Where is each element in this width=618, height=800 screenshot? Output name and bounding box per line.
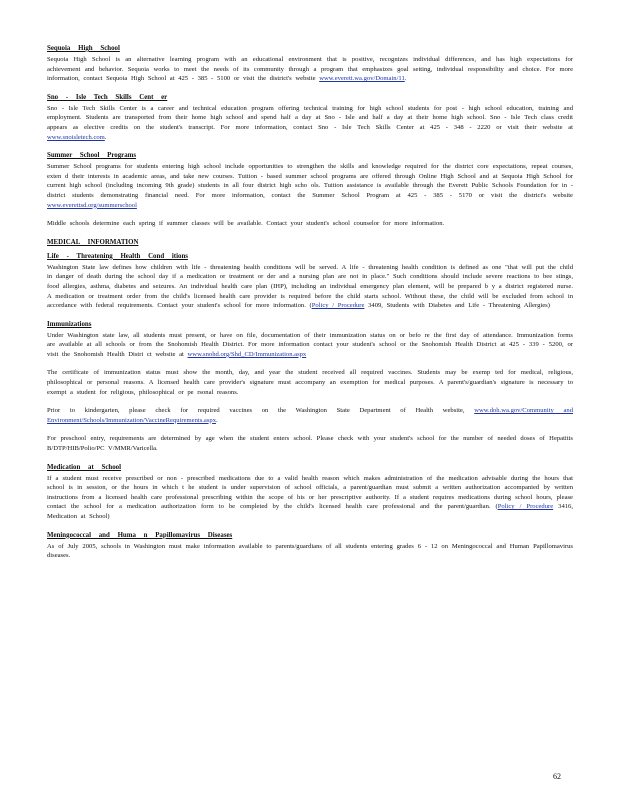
paragraph <box>47 219 573 229</box>
paragraph <box>47 542 573 561</box>
paragraph <box>47 406 573 425</box>
section <box>47 93 573 142</box>
paragraph <box>47 434 573 453</box>
section-heading: Immunizations <box>47 320 92 328</box>
document-body <box>47 44 573 570</box>
paragraph-text: Washington State law defines how children with life - threatening health conditions will be served. A life - threatening health condition is defined as one "that will put the child in danger of death during the school day if a medication or treatment or der and a nursing plan are not in place." Such conditions should include severe reactions to bee stings, food allergies, asthma, diabetes and seizures. An individual health care plan (IHP), including an individual emergency plan element, will be prepared b y a district registered nurse. A medication or treatment order from the child's licensed health care provider is required before the child starts school. Without these, the child will be excluded from school in accordance with federal requirements. Contact your student's school for more information. <box>47 263 573 310</box>
paragraph-text: Summer School programs for students entering high school include opportunities to strengthen the skills and knowledge required for the district core expectations, repeat courses, exten d their interests in academic areas, and take new courses. Tuition - based summer school programs are offered through Online High School and at Sequoia High School for current high school (including incoming 9th grade) students in all four district high scho ols. Tuition assistance is available through the Everett Public Schools Foundation for in - district students demonstrating financial need. For more information, contact the Summer School Program at 425 - 385 - 5170 or visit the district's website <box>47 163 573 199</box>
paragraph-text-tail: . <box>216 416 218 424</box>
paragraph: If a student must receive prescribed or non - prescribed medications due to a valid health reason which makes administration of the medication advisable during the hours that school is in session, or the hours in which t he student is under supervision of school officials, a parent/guardian must submit a written authorization accompanied by written instructions from a licensed health care professional prescribing within the scope of his or her prescriptive authority. If a student requires medications during school hours, please contact the school for a medication authorization form to be completed by the child's licensed health care professional and the parent/guardian. (Policy / Procedure 3416, Medication at School) <box>47 474 573 520</box>
paragraph <box>47 162 573 210</box>
paragraph <box>47 104 573 142</box>
hyperlink[interactable]: Policy / Procedure <box>497 503 554 511</box>
paragraph-text-tail: 3409, Students with Diabetes and Life - Threatening Allergies) <box>368 302 550 310</box>
hyperlink[interactable]: www.doh.wa.gov/Community and Environment/Schools/Immunization/VaccineRequirements.aspx <box>47 407 573 424</box>
paragraph-text-tail: . <box>104 133 107 141</box>
paragraph-text: Sequoia High School is an alternative learning program with an educational environment that is positive, recognizes individual differences, and has high expectations for achievement and behavior. Sequoia works to meet the needs of its community through a program that emphasizes goal setting, individual responsibility and choice. For more information, contact Sequoia High School at 425 - 385 - 5100 or visit the district's website <box>47 56 573 83</box>
paragraph-text: The certificate of immunization status must show the month, day, and year the student received all required vaccines. Students may be exemp ted for medical, religious, philosophical or personal reasons. A licensed health care provider's signature must accompany an exemption for medical purposes. A parent's/guardian's signature is necessary to exempt a student for religious, philosophical or pe rsonal reasons. <box>47 369 573 396</box>
paragraph <box>47 55 573 84</box>
section-heading: Sno - Isle Tech Skills Cent er <box>47 93 168 101</box>
section <box>47 531 573 561</box>
section <box>47 463 573 522</box>
section <box>47 44 573 84</box>
paragraph-text: Under Washington state law, all students must present, or have on file, documentation of their immunization status on or befo re the first day of attendance. Immunization forms are available at all schools or from the Snohomish Health District. For more information contact your student's school or the Snohomish Health District at 425 - 339 - 5200, or visit the Snohomish Health Distri ct website at <box>47 331 573 358</box>
paragraph <box>47 331 573 360</box>
paragraph-text: Middle schools determine each spring if summer classes will be available. Contact your student's school counselor for more information. <box>47 220 445 228</box>
page-number: 62 <box>553 772 561 781</box>
section <box>47 151 573 229</box>
paragraph-text: If a student must receive prescribed or non - prescribed medications due to a valid health reason which makes administration of the medication advisable during the hours that school is in session, or the hours in which t he student is under supervision of school officials, a parent/guardian must submit a written authorization accompanied by written instructions from a licensed health care professional prescribing within the scope of his or her prescriptive authority. If a student requires medications during school hours, please contact the school for a medication authorization form to be completed by the child's licensed health care professional and the parent/guardian. <box>47 474 573 511</box>
section-heading: Sequoia High School <box>47 45 120 52</box>
paragraph-text: Sno - Isle Tech Skills Center is a career and technical education program offering technical training for high school students for post - high school education, training and employment. Students are transported from their home high school and spend half a day at Sno - Isle and half a day at their home high school. Sno - Isle Tech class credit appears as elective credits on the student's transcript. For more information, contact Sno - Isle Tech Skills Center at 425 - 348 - 2220 or visit their website at <box>47 104 573 131</box>
hyperlink[interactable]: www.everett.wa.gov/Domain/11 <box>319 75 405 83</box>
paragraph-text-tail: . <box>404 75 407 83</box>
section-heading: Meningococcal and Huma n Papillomavirus Diseases <box>47 531 233 539</box>
hyperlink[interactable]: www.snohd.org/Shd_CD/Immunization.aspx <box>187 350 307 358</box>
paragraph-text: As of July 2005, schools in Washington must make information available to parents/guardians of all students entering grades 6 - 12 on Meningococcal and Human Papillomavirus diseases. <box>47 542 573 560</box>
hyperlink[interactable]: www.everettsd.org/summerschool <box>47 201 137 209</box>
section-heading: Summer School Programs <box>47 152 137 160</box>
section <box>47 252 573 311</box>
hyperlink[interactable]: www.snoisletech.com <box>47 133 105 141</box>
section <box>47 238 573 247</box>
section-heading: MEDICAL INFORMATION <box>47 238 139 246</box>
section-heading: Life - Threatening Health Cond itions <box>47 252 188 260</box>
paragraph-text-tail: 3416, Medication at School) <box>47 503 573 520</box>
section <box>47 320 573 454</box>
section-heading: Medication at School <box>47 463 122 471</box>
hyperlink[interactable]: Policy / Procedure <box>311 302 365 310</box>
paragraph-text: For preschool entry, requirements are determined by age when the student enters school. Please check with your student's school for the number of needed doses of Hepatitis B/DTP/HIB/Polio/PC V/MMR/Varicella. <box>47 435 573 453</box>
paragraph-text: Prior to kindergarten, please check for required vaccines on the Washington State Department of Health website, <box>47 407 465 415</box>
paragraph: Washington State law defines how children with life - threatening health conditions will be served. A life - threatening health condition is defined as one "that will put the child in danger of death during the school day if a medication or treatment or der and a nursing plan are not in place." Such conditions should include severe reactions to bee stings, food allergies, asthma, diabetes and seizures. An individual health care plan (IHP), including an individual emergency plan element, will be prepared b y a district registered nurse. A medication or treatment order from the child's licensed health care provider is required before the child starts school. Without these, the child will be excluded from school in accordance with federal requirements. Contact your student's school for more information. (Policy / Procedure 3409, Students with Diabetes and Life - Threatening Allergies) <box>47 263 573 310</box>
paragraph <box>47 368 573 397</box>
